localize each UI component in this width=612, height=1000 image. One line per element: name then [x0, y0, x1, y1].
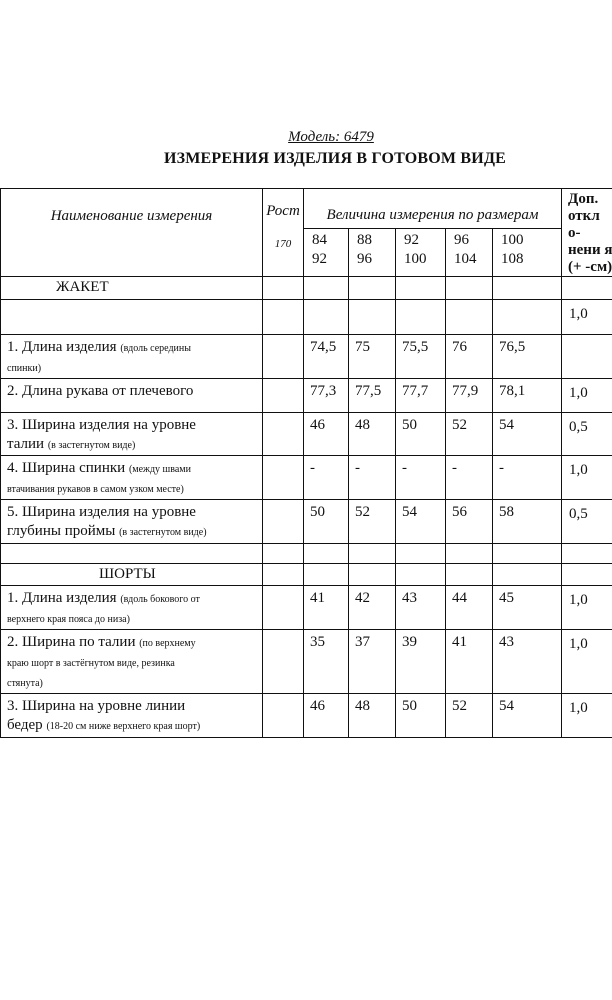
tolerance-cell: 1,0 [562, 456, 612, 500]
value-cell: 75,5 [396, 335, 446, 379]
value-cell: - [304, 456, 349, 500]
tolerance-cell [562, 335, 612, 379]
value-cell: 43 [493, 630, 562, 694]
rost-label: Рост [266, 203, 300, 219]
value-cell: 37 [349, 630, 396, 694]
size-cell: 92 100 [396, 229, 446, 277]
table-row [1, 500, 612, 544]
value-cell: 35 [304, 630, 349, 694]
section-title-shorts: ШОРТЫ [1, 564, 263, 586]
value-cell: 48 [349, 413, 396, 456]
size-cell: 88 96 [349, 229, 396, 277]
value-cell: 45 [493, 586, 562, 630]
row-label: 4. Ширина спинки (между швами втачивания рукавов в самом узком месте) [1, 456, 263, 500]
value-cell: 54 [493, 694, 562, 738]
value-cell: 77,9 [446, 379, 493, 413]
value-cell: - [446, 456, 493, 500]
value-cell: 41 [446, 630, 493, 694]
value-cell: 50 [396, 694, 446, 738]
value-cell: 75 [349, 335, 396, 379]
value-cell: 77,3 [304, 379, 349, 413]
value-cell: 52 [446, 694, 493, 738]
size-cell: 84 92 [304, 229, 349, 277]
tolerance-cell: 1,0 [562, 630, 612, 694]
model-number: Модель: 6479 [288, 129, 374, 145]
value-cell: 77,5 [349, 379, 396, 413]
row-label: 5. Ширина изделия на уровне глубины проймы (в застегнутом виде) [1, 500, 263, 544]
value-cell: 43 [396, 586, 446, 630]
section-row [1, 277, 612, 300]
table-row [1, 694, 612, 738]
value-cell: 48 [349, 694, 396, 738]
value-cell: 46 [304, 413, 349, 456]
column-header-rost [263, 189, 304, 277]
size-cell: 100 108 [493, 229, 542, 277]
tolerance-cell: 1,0 [562, 586, 612, 630]
table-row [1, 586, 612, 630]
value-cell: 52 [349, 500, 396, 544]
value-cell: 77,7 [396, 379, 446, 413]
rost-value: 170 [274, 238, 292, 250]
value-cell: 52 [446, 413, 493, 456]
column-header-tolerance: Доп. откл о- нени я (+ -см) [562, 189, 612, 277]
row-label: 2. Длина рукава от плечевого [1, 379, 263, 413]
value-cell: - [493, 456, 562, 500]
value-cell: 54 [396, 500, 446, 544]
row-label: 3. Ширина изделия на уровне талии (в застегнутом виде) [1, 413, 263, 456]
measurements-table [0, 188, 612, 738]
tolerance-cell: 0,5 [562, 413, 612, 456]
row-label: 3. Ширина на уровне линии бедер (18-20 см ниже верхнего края шорт) [1, 694, 263, 738]
value-cell: 50 [396, 413, 446, 456]
value-cell: - [396, 456, 446, 500]
column-header-sizes: Величина измерения по размерам [304, 189, 562, 229]
table-row [1, 630, 612, 694]
value-cell: 58 [493, 500, 562, 544]
empty-row [1, 544, 612, 564]
value-cell: 50 [304, 500, 349, 544]
table-row [1, 300, 612, 335]
size-cell: 96 104 [446, 229, 493, 277]
page-title: ИЗМЕРЕНИЯ ИЗДЕЛИЯ В ГОТОВОМ ВИДЕ [163, 150, 507, 167]
value-cell: 42 [349, 586, 396, 630]
value-cell: 76 [446, 335, 493, 379]
table-row [1, 379, 612, 413]
tolerance-cell: 1,0 [562, 379, 612, 413]
value-cell: 41 [304, 586, 349, 630]
section-row [1, 564, 612, 586]
value-cell: 78,1 [493, 379, 562, 413]
value-cell: 46 [304, 694, 349, 738]
column-header-name: Наименование измерения [1, 189, 263, 277]
row-label: 1. Длина изделия (вдоль бокового от верхнего края пояса до низа) [1, 586, 263, 630]
value-cell: 74,5 [304, 335, 349, 379]
row-label: 1. Длина изделия (вдоль середины спинки) [1, 335, 263, 379]
value-cell: 76,5 [493, 335, 562, 379]
tolerance-cell: 0,5 [562, 500, 612, 544]
tolerance-cell: 1,0 [562, 300, 612, 335]
row-label: 2. Ширина по талии (по верхнему краю шорт в застёгнутом виде, резинка стянута) [1, 630, 263, 694]
value-cell: 39 [396, 630, 446, 694]
value-cell: 56 [446, 500, 493, 544]
header-row [1, 189, 612, 229]
value-cell: 44 [446, 586, 493, 630]
table-row [1, 456, 612, 500]
tolerance-cell: 1,0 [562, 694, 612, 738]
size-spacer [542, 229, 562, 277]
value-cell: - [349, 456, 396, 500]
section-title-jacket: ЖАКЕТ [1, 277, 263, 300]
table-row [1, 413, 612, 456]
value-cell: 54 [493, 413, 562, 456]
table-row [1, 335, 612, 379]
